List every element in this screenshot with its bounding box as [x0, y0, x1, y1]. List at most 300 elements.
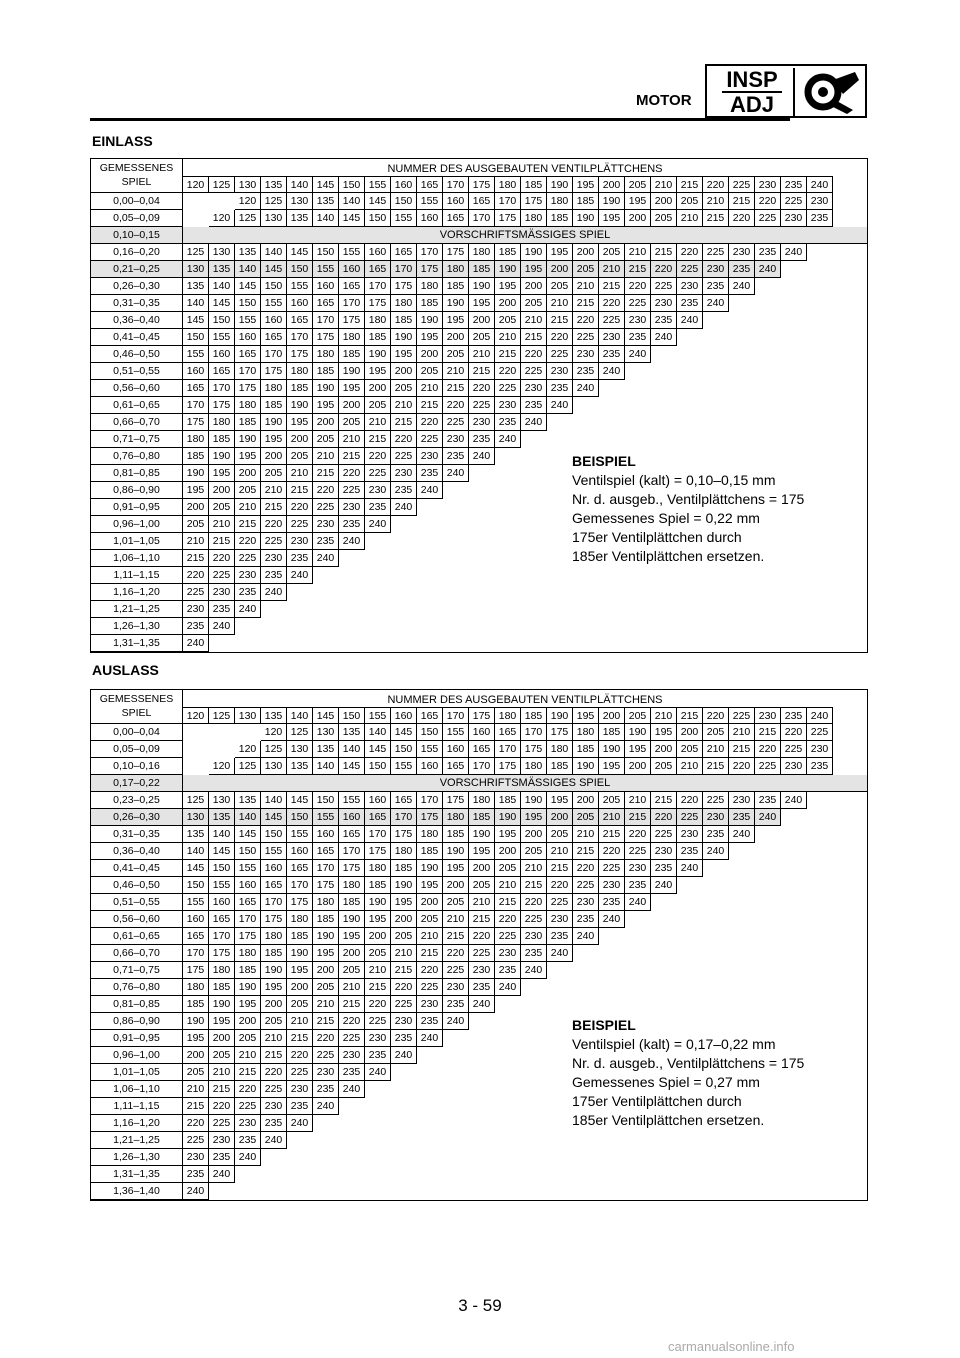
shim-cell: 230	[391, 465, 417, 482]
shim-cell: 140	[339, 741, 365, 758]
shim-cell: 205	[651, 210, 677, 227]
shim-cell: 225	[209, 1115, 235, 1132]
badge-bottom-text: ADJ	[729, 92, 774, 117]
shim-cell: 210	[391, 397, 417, 414]
example-line: Ventilspiel (kalt) = 0,10–0,15 mm	[572, 472, 776, 488]
shim-cell: 215	[365, 431, 391, 448]
shim-cell: 230	[287, 1081, 313, 1098]
shim-cell: 220	[287, 1047, 313, 1064]
shim-cell: 175	[495, 758, 521, 775]
shim-cell: 200	[183, 1047, 209, 1064]
shim-cell: 215	[443, 928, 469, 945]
clearance-label: 0,23–0,25	[91, 792, 183, 809]
shim-cell: 140	[339, 193, 365, 210]
shim-cell: 170	[495, 741, 521, 758]
shim-cell: 175	[443, 244, 469, 261]
shim-cell: 175	[521, 193, 547, 210]
shim-number-cell: 155	[365, 176, 391, 193]
shim-cell: 240	[235, 1149, 261, 1166]
shim-cell: 220	[469, 380, 495, 397]
shim-cell: 190	[469, 278, 495, 295]
shim-cell: 240	[417, 482, 443, 499]
shim-cell: 175	[261, 911, 287, 928]
clearance-label: 0,36–0,40	[91, 312, 183, 329]
example-line: 185er Ventilplättchen ersetzen.	[572, 548, 765, 564]
shim-cell: 225	[781, 741, 807, 758]
shim-number-cell: 125	[209, 707, 235, 724]
shim-cell: 160	[417, 758, 443, 775]
table-row	[91, 329, 867, 346]
shim-cell: 235	[521, 397, 547, 414]
shim-cell: 150	[183, 329, 209, 346]
shim-cell: 190	[235, 431, 261, 448]
shim-cell: 195	[495, 826, 521, 843]
shim-cell: 215	[599, 826, 625, 843]
shim-cell: 200	[339, 945, 365, 962]
shim-cell: 175	[443, 792, 469, 809]
shim-cell: 210	[443, 363, 469, 380]
shim-cell: 160	[365, 792, 391, 809]
shim-cell: 195	[365, 363, 391, 380]
shim-cell: 170	[469, 758, 495, 775]
einlass-table	[90, 158, 868, 653]
shim-cell: 235	[703, 826, 729, 843]
shim-cell: 200	[391, 363, 417, 380]
shim-cell: 165	[313, 295, 339, 312]
shim-cell: 225	[781, 193, 807, 210]
shim-cell: 170	[235, 363, 261, 380]
shim-cell: 170	[391, 809, 417, 826]
shim-cell: 150	[287, 261, 313, 278]
shim-cell: 205	[677, 741, 703, 758]
shim-cell: 140	[209, 278, 235, 295]
shim-cell: 135	[313, 193, 339, 210]
shim-cell: 185	[365, 329, 391, 346]
shim-cell: 170	[339, 843, 365, 860]
shim-cell: 210	[313, 448, 339, 465]
shim-cell: 225	[807, 724, 833, 741]
shim-cell: 125	[261, 193, 287, 210]
shim-cell: 200	[625, 210, 651, 227]
shim-cell: 235	[469, 979, 495, 996]
shim-cell: 240	[625, 346, 651, 363]
shim-cell: 155	[235, 312, 261, 329]
shim-cell: 160	[365, 244, 391, 261]
shim-cell: 235	[651, 860, 677, 877]
shim-cell: 210	[417, 380, 443, 397]
shim-cell: 210	[183, 533, 209, 550]
shim-cell: 230	[443, 979, 469, 996]
shim-cell: 235	[391, 1030, 417, 1047]
shim-cell: 150	[261, 278, 287, 295]
shim-cell: 230	[625, 860, 651, 877]
shim-cell: 195	[521, 809, 547, 826]
shim-cell: 230	[287, 533, 313, 550]
shim-cell: 120	[235, 193, 261, 210]
shim-cell: 195	[469, 843, 495, 860]
shim-cell: 230	[729, 792, 755, 809]
shim-cell: 215	[313, 1013, 339, 1030]
shim-cell: 225	[365, 465, 391, 482]
shim-cell: 205	[183, 1064, 209, 1081]
page-number: 3 - 59	[458, 1296, 502, 1315]
shim-cell: 195	[235, 448, 261, 465]
clearance-label: 1,11–1,15	[91, 567, 183, 584]
shim-cell: 185	[495, 792, 521, 809]
shim-cell: 195	[183, 1030, 209, 1047]
shim-cell: 150	[365, 210, 391, 227]
shim-cell: 225	[703, 792, 729, 809]
shim-cell: 240	[729, 278, 755, 295]
shim-cell: 170	[391, 261, 417, 278]
shim-cell: 235	[599, 894, 625, 911]
shim-cell: 210	[417, 928, 443, 945]
shim-cell: 230	[547, 911, 573, 928]
shim-cell: 215	[729, 741, 755, 758]
shim-cell: 220	[209, 550, 235, 567]
shim-cell: 170	[261, 894, 287, 911]
shim-cell: 215	[625, 261, 651, 278]
shim-cell: 130	[287, 741, 313, 758]
shim-number-cell: 230	[755, 707, 781, 724]
shim-cell: 210	[365, 962, 391, 979]
shim-cell: 215	[495, 346, 521, 363]
shim-cell: 175	[183, 962, 209, 979]
shim-number-cell: 135	[261, 176, 287, 193]
shim-cell: 185	[261, 397, 287, 414]
shim-number-row	[183, 707, 867, 724]
shim-cell: 210	[235, 499, 261, 516]
clearance-label: 0,86–0,90	[91, 482, 183, 499]
shim-cell: 225	[287, 1064, 313, 1081]
shim-number-cell: 160	[391, 707, 417, 724]
shim-cell: 215	[625, 809, 651, 826]
shim-cell: 205	[677, 193, 703, 210]
shim-cell: 220	[261, 516, 287, 533]
shim-cell: 230	[625, 312, 651, 329]
shim-cell: 205	[313, 431, 339, 448]
clearance-label: 0,96–1,00	[91, 516, 183, 533]
shim-cell: 155	[313, 809, 339, 826]
table-row	[91, 601, 867, 618]
shim-cell: 225	[755, 210, 781, 227]
shim-cell: 215	[313, 465, 339, 482]
shim-cell: 240	[599, 363, 625, 380]
example-line: Nr. d. ausgeb., Ventilplättchens = 175	[572, 1055, 805, 1071]
shim-cell: 210	[261, 482, 287, 499]
shim-cell: 195	[417, 877, 443, 894]
shim-cell: 170	[417, 792, 443, 809]
shim-cell: 215	[261, 1047, 287, 1064]
shim-cell: 135	[339, 724, 365, 741]
shim-cell: 220	[573, 860, 599, 877]
shim-cell: 210	[365, 414, 391, 431]
shim-cell: 210	[703, 741, 729, 758]
shim-cell: 165	[287, 312, 313, 329]
shim-cell: 200	[521, 826, 547, 843]
shim-cell: 225	[417, 979, 443, 996]
shim-cell: 200	[313, 414, 339, 431]
shim-cell: 180	[391, 295, 417, 312]
clearance-label: 0,05–0,09	[91, 210, 183, 227]
shim-cell: 210	[235, 1047, 261, 1064]
shim-cell: 175	[339, 860, 365, 877]
shim-cell: 165	[209, 911, 235, 928]
table-row	[91, 911, 867, 928]
shim-cell: 175	[365, 295, 391, 312]
shim-number-cell: 195	[573, 176, 599, 193]
shim-cell: 170	[209, 928, 235, 945]
shim-cell: 215	[417, 397, 443, 414]
shim-cell: 140	[313, 210, 339, 227]
shim-cell: 240	[417, 1030, 443, 1047]
shim-cell: 165	[287, 860, 313, 877]
shim-cell: 150	[391, 193, 417, 210]
shim-cell: 175	[313, 329, 339, 346]
shim-cell: 195	[391, 894, 417, 911]
shim-cell: 225	[651, 278, 677, 295]
shim-cell: 210	[183, 1081, 209, 1098]
table-row	[91, 414, 867, 431]
shim-cell: 195	[443, 312, 469, 329]
shim-number-cell: 220	[703, 176, 729, 193]
shim-cell: 225	[365, 1013, 391, 1030]
shim-cell: 155	[209, 877, 235, 894]
clearance-label: 0,76–0,80	[91, 979, 183, 996]
shim-cell: 145	[365, 193, 391, 210]
shim-cell: 230	[261, 1098, 287, 1115]
shim-cell: 235	[261, 567, 287, 584]
shim-cell: 220	[183, 1115, 209, 1132]
shim-cell: 195	[651, 724, 677, 741]
shim-cell: 235	[677, 295, 703, 312]
shim-cell: 160	[183, 911, 209, 928]
shim-cell: 230	[807, 741, 833, 758]
shim-cell: 145	[287, 244, 313, 261]
table-row	[91, 1149, 867, 1166]
shim-cell: 195	[313, 397, 339, 414]
clearance-label: 0,61–0,65	[91, 397, 183, 414]
table-row	[91, 244, 867, 261]
shim-cell: 145	[261, 261, 287, 278]
clearance-label: 0,81–0,85	[91, 465, 183, 482]
shim-cell: 190	[313, 928, 339, 945]
shim-cell: 180	[443, 809, 469, 826]
shim-cell: 230	[495, 945, 521, 962]
shim-cell: 175	[261, 363, 287, 380]
shim-number-cell: 240	[807, 176, 833, 193]
table-header	[91, 690, 867, 724]
shim-cell: 155	[287, 826, 313, 843]
table-row	[91, 363, 867, 380]
shim-cell: 150	[261, 826, 287, 843]
shim-cell: 175	[365, 843, 391, 860]
shim-cell: 135	[287, 758, 313, 775]
shim-cell: 150	[287, 809, 313, 826]
shim-cell: 240	[573, 380, 599, 397]
table-row	[91, 741, 867, 758]
shim-cell: 165	[209, 363, 235, 380]
shim-cell: 165	[261, 877, 287, 894]
shim-cell: 235	[183, 1166, 209, 1183]
watermark: carmanualsonline.info	[668, 1339, 795, 1354]
shim-cell: 235	[573, 363, 599, 380]
shim-cell: 190	[183, 1013, 209, 1030]
shim-number-cell: 150	[339, 707, 365, 724]
shim-cell: 175	[209, 397, 235, 414]
shim-cell: 200	[235, 1013, 261, 1030]
shim-cell: 235	[651, 312, 677, 329]
table-row	[91, 567, 867, 584]
shim-cell: 160	[443, 193, 469, 210]
shim-cell: 220	[235, 533, 261, 550]
shim-cell: 240	[365, 1064, 391, 1081]
shim-cell: 215	[651, 792, 677, 809]
shim-cell: 215	[703, 758, 729, 775]
shim-cell: 220	[313, 1030, 339, 1047]
shim-cell: 235	[235, 1132, 261, 1149]
clearance-label: 0,46–0,50	[91, 877, 183, 894]
shim-cell: 185	[547, 758, 573, 775]
shim-cell: 225	[469, 397, 495, 414]
header-rule	[90, 118, 790, 121]
shim-cell: 230	[651, 843, 677, 860]
shim-cell: 170	[469, 210, 495, 227]
shim-cell: 180	[547, 741, 573, 758]
clearance-label: 0,41–0,45	[91, 860, 183, 877]
shim-cell: 180	[313, 346, 339, 363]
shim-cell: 200	[651, 741, 677, 758]
shim-number-cell: 140	[287, 176, 313, 193]
shim-cell: 230	[391, 1013, 417, 1030]
clearance-label: 1,26–1,30	[91, 1149, 183, 1166]
shim-cell: 125	[235, 210, 261, 227]
shim-cell: 240	[287, 567, 313, 584]
shim-cell: 210	[729, 724, 755, 741]
shim-cell: 205	[183, 516, 209, 533]
table-row	[91, 380, 867, 397]
clearance-label: 0,46–0,50	[91, 346, 183, 363]
shim-cell: 185	[547, 210, 573, 227]
shim-cell: 190	[521, 792, 547, 809]
shim-cell: 230	[183, 601, 209, 618]
shim-cell: 200	[677, 724, 703, 741]
shim-cell: 165	[339, 826, 365, 843]
shim-cell: 175	[547, 724, 573, 741]
shim-cell: 230	[573, 346, 599, 363]
example-heading: BEISPIEL	[572, 453, 636, 469]
shim-number-cell: 200	[599, 707, 625, 724]
shim-cell: 225	[495, 380, 521, 397]
shim-cell: 185	[495, 244, 521, 261]
shim-number-cell: 225	[729, 707, 755, 724]
shim-cell: 200	[417, 894, 443, 911]
table-row	[91, 860, 867, 877]
shim-cell: 190	[443, 843, 469, 860]
clearance-label: 1,01–1,05	[91, 1064, 183, 1081]
clearance-label: 0,81–0,85	[91, 996, 183, 1013]
shim-cell: 210	[391, 945, 417, 962]
shim-cell: 185	[469, 261, 495, 278]
shim-cell: 215	[469, 363, 495, 380]
shim-cell: 225	[495, 928, 521, 945]
shim-cell: 215	[183, 550, 209, 567]
auslass-title: AUSLASS	[92, 662, 159, 678]
shim-cell: 165	[183, 928, 209, 945]
shim-cell: 170	[183, 945, 209, 962]
table-row	[91, 635, 867, 652]
shim-cell: 205	[209, 1047, 235, 1064]
shim-cell: 170	[261, 346, 287, 363]
shim-cell: 155	[235, 860, 261, 877]
badge-text	[711, 68, 795, 116]
shim-cell: 200	[391, 911, 417, 928]
shim-cell: 145	[391, 724, 417, 741]
shim-cell: 190	[495, 809, 521, 826]
shim-cell: 210	[521, 312, 547, 329]
shim-cell: 230	[781, 210, 807, 227]
shim-cell: 180	[287, 911, 313, 928]
shim-cell: 195	[287, 962, 313, 979]
shim-cell: 200	[495, 295, 521, 312]
shim-cell: 225	[443, 414, 469, 431]
shim-cell: 225	[235, 1098, 261, 1115]
shim-cell: 190	[391, 329, 417, 346]
shim-number-cell: 190	[547, 176, 573, 193]
shim-cell: 190	[599, 741, 625, 758]
shim-cell: 215	[651, 244, 677, 261]
shim-cell: 175	[183, 414, 209, 431]
shim-cell: 195	[495, 278, 521, 295]
clearance-label: 1,26–1,30	[91, 618, 183, 635]
shim-cell: 230	[469, 414, 495, 431]
clearance-label: 1,01–1,05	[91, 533, 183, 550]
shim-number-cell: 200	[599, 176, 625, 193]
shim-cell: 230	[365, 482, 391, 499]
shim-cell: 200	[365, 928, 391, 945]
shim-cell: 205	[469, 877, 495, 894]
shim-cell: 240	[651, 329, 677, 346]
shim-cell: 205	[703, 724, 729, 741]
shim-cell: 155	[183, 894, 209, 911]
shim-cell: 230	[417, 448, 443, 465]
shim-cell: 130	[287, 193, 313, 210]
shim-cell: 240	[339, 533, 365, 550]
shim-cell: 140	[235, 809, 261, 826]
shim-cell: 225	[261, 1081, 287, 1098]
shim-cell: 230	[235, 567, 261, 584]
shim-cell: 200	[287, 431, 313, 448]
shim-number-row	[183, 176, 867, 193]
shim-cell: 235	[339, 1064, 365, 1081]
shim-cell: 210	[209, 1064, 235, 1081]
shim-cell: 165	[391, 244, 417, 261]
shim-cell: 235	[729, 261, 755, 278]
example-line: Gemessenes Spiel = 0,22 mm	[572, 510, 760, 526]
shim-cell: 220	[339, 1013, 365, 1030]
shim-cell: 235	[443, 448, 469, 465]
spec-row	[91, 775, 867, 792]
clearance-label: 0,31–0,35	[91, 826, 183, 843]
shim-cell: 240	[755, 809, 781, 826]
shim-cell: 185	[261, 945, 287, 962]
shim-cell: 230	[235, 1115, 261, 1132]
shim-cell: 225	[599, 860, 625, 877]
shim-cell: 170	[183, 397, 209, 414]
shim-cell: 235	[417, 1013, 443, 1030]
shim-number-cell: 215	[677, 176, 703, 193]
spec-row	[91, 227, 867, 244]
